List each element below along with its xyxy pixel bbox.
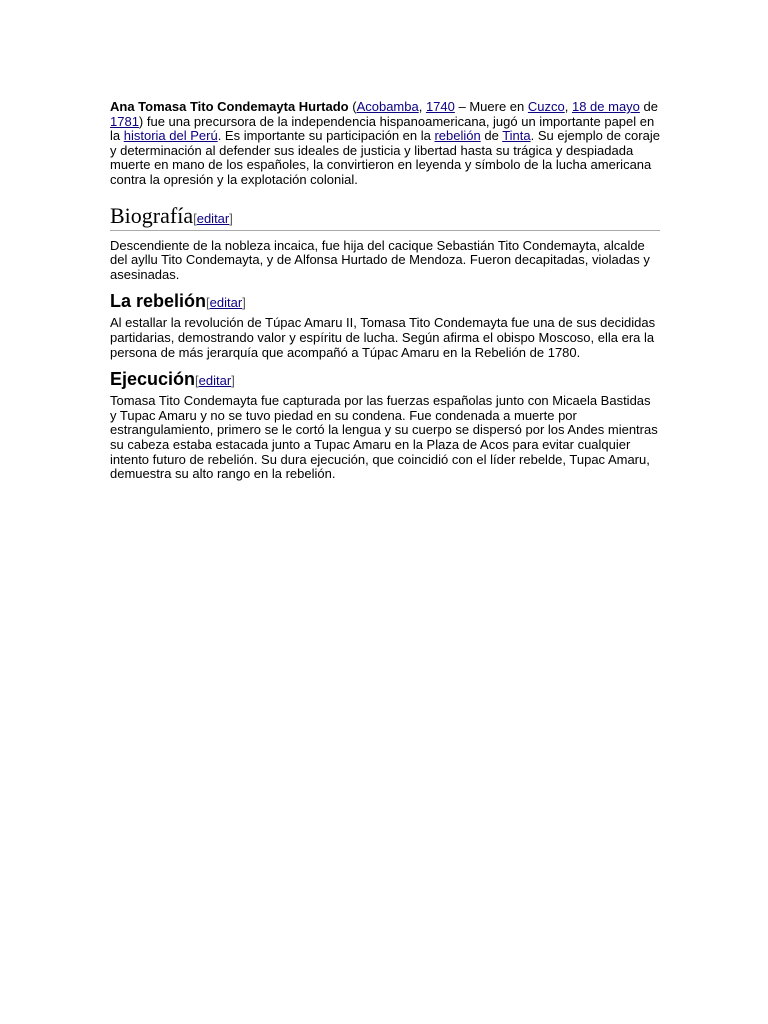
edit-bracket-open: [ [195, 373, 199, 389]
section-title-ejecucion: Ejecución [110, 369, 196, 390]
intro-text: , [418, 99, 426, 114]
intro-paragraph [110, 100, 660, 188]
link-historia-del-peru[interactable]: historia del Perú [123, 128, 218, 144]
intro-text: ( [348, 99, 357, 114]
edit-section-rebelion [206, 295, 246, 310]
article [110, 100, 660, 482]
edit-bracket-open: [ [193, 210, 197, 226]
link-1781[interactable]: 1781 [110, 113, 139, 129]
section-title-rebelion: La rebelión [110, 291, 207, 312]
article-subject-name: Ana Tomasa Tito Condemayta Hurtado [110, 99, 349, 114]
edit-bracket-open: [ [206, 295, 210, 311]
section-heading-biografia [110, 202, 660, 231]
rebelion-paragraph: Al estallar la revolución de Túpac Amaru II, Tomasa Tito Condemayta fue una de sus decididas partidarias, demostrando valor y espíritu de lucha. Según afirma el obispo Moscoso, ella era la persona de más jerarquía que acompañó a Túpac Amaru en la Rebelión de 1780. [110, 315, 656, 360]
intro-text: . Su ejemplo de coraje y determinación al defender sus ideales de justicia y libertad hasta su trágica y despiadada muerte en mano de los españoles, la convirtieron en leyenda y símbolo de la lucha americana contra la opresión y la explotación colonial. [110, 128, 660, 187]
edit-bracket-close: ] [231, 373, 235, 389]
link-18-de-mayo[interactable]: 18 de mayo [571, 99, 640, 114]
edit-section-ejecucion [195, 373, 235, 388]
edit-bracket-close: ] [242, 295, 246, 311]
intro-text: . Es importante su participación en la [217, 128, 435, 144]
edit-link-biografia[interactable]: editar [196, 210, 230, 226]
intro-text: de [639, 99, 658, 114]
section-heading-ejecucion [110, 367, 660, 391]
intro-text: – Muere en [454, 99, 528, 114]
link-cuzco[interactable]: Cuzco [527, 99, 565, 114]
link-acobamba[interactable]: Acobamba [356, 99, 419, 114]
section-heading-rebelion [110, 289, 660, 313]
biografia-paragraph: Descendiente de la nobleza incaica, fue hija del cacique Sebastián Tito Condemayta, alcalde del ayllu Tito Condemayta, y de Alfonsa Hurtado de Mendoza. Fueron decapitadas, violadas y asesinadas. [110, 237, 650, 282]
link-rebelion[interactable]: rebelión [434, 128, 481, 144]
edit-section-biografia [193, 211, 233, 226]
link-tinta[interactable]: Tinta [502, 128, 531, 144]
ejecucion-paragraph: Tomasa Tito Condemayta fue capturada por las fuerzas españolas junto con Micaela Bastidas y Tupac Amaru y no se tuvo piedad en su condena. Fue condenada a muerte por estrangulamiento, primero se le cortó la lengua y su cuerpo se dispersó por los Andes mientras su cabeza estaba estacada junto a Tupac Amaru en la Plaza de Acos para evitar cualquier intento futuro de rebelión. Su dura ejecución, que coincidió con el líder rebelde, Tupac Amaru, demuestra su alto rango en la rebelión. [110, 393, 658, 482]
section-title-biografia: Biografía [110, 202, 194, 228]
intro-text: , [564, 99, 572, 114]
edit-link-rebelion[interactable]: editar [209, 295, 243, 311]
intro-text: ) fue una precursora de la independencia hispanoamericana, jugó un importante papel en la [110, 113, 655, 144]
edit-bracket-close: ] [229, 210, 233, 226]
link-1740[interactable]: 1740 [425, 99, 455, 114]
intro-text: de [480, 128, 503, 144]
edit-link-ejecucion[interactable]: editar [198, 373, 232, 389]
